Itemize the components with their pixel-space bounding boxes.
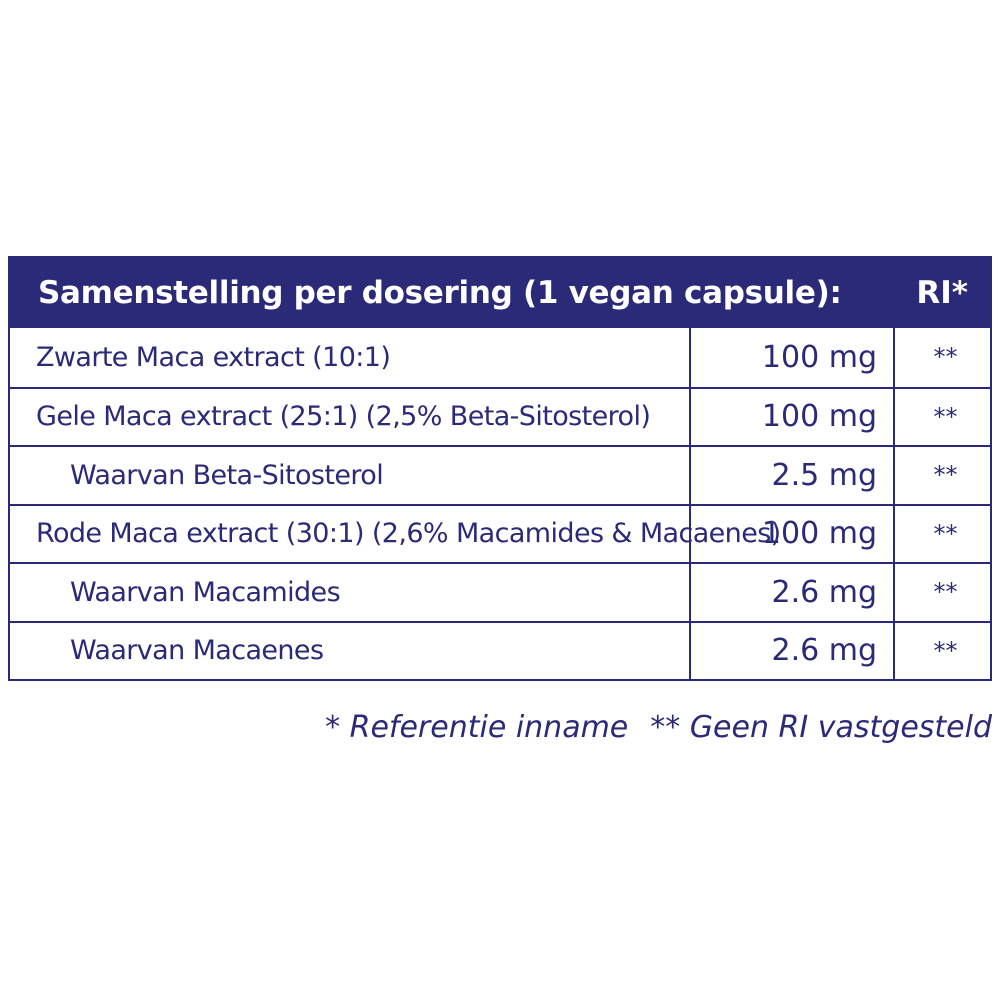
ingredient-ri: ** bbox=[933, 343, 958, 372]
table-title: Samenstelling per dosering (1 vegan capsule): bbox=[38, 275, 842, 311]
footnote-ri: * Referentie inname bbox=[325, 710, 629, 745]
ingredient-name: Zwarte Maca extract (10:1) bbox=[10, 328, 691, 387]
ingredient-name: Gele Maca extract (25:1) (2,5% Beta-Sitosterol) bbox=[10, 389, 691, 446]
ingredient-name: Waarvan Macaenes bbox=[10, 623, 691, 680]
table-row bbox=[10, 387, 990, 446]
ingredient-amount: 100 mg bbox=[691, 389, 895, 446]
ingredient-amount: 2.5 mg bbox=[691, 447, 895, 504]
footnote bbox=[325, 710, 992, 745]
composition-table bbox=[8, 256, 992, 681]
ri-column-header: RI* bbox=[916, 275, 968, 311]
table-header bbox=[10, 258, 990, 328]
table-row bbox=[10, 562, 990, 621]
table-row bbox=[10, 328, 990, 387]
ingredient-amount: 100 mg bbox=[691, 506, 895, 563]
table-row bbox=[10, 504, 990, 563]
table-body bbox=[10, 328, 990, 679]
table-row bbox=[10, 445, 990, 504]
ingredient-name: Waarvan Macamides bbox=[10, 564, 691, 621]
ingredient-ri: ** bbox=[933, 636, 958, 665]
ingredient-ri: ** bbox=[933, 402, 958, 431]
ingredient-name: Waarvan Beta-Sitosterol bbox=[10, 447, 691, 504]
ingredient-ri: ** bbox=[933, 519, 958, 548]
ingredient-amount: 2.6 mg bbox=[691, 564, 895, 621]
ingredient-amount: 2.6 mg bbox=[691, 623, 895, 680]
ingredient-ri: ** bbox=[933, 578, 958, 607]
ingredient-ri: ** bbox=[933, 461, 958, 490]
table-row bbox=[10, 621, 990, 680]
footnote-no-ri: ** Geen RI vastgesteld bbox=[650, 710, 992, 745]
ingredient-name: Rode Maca extract (30:1) (2,6% Macamides & Macaenes) bbox=[10, 506, 691, 563]
ingredient-amount: 100 mg bbox=[691, 328, 895, 387]
